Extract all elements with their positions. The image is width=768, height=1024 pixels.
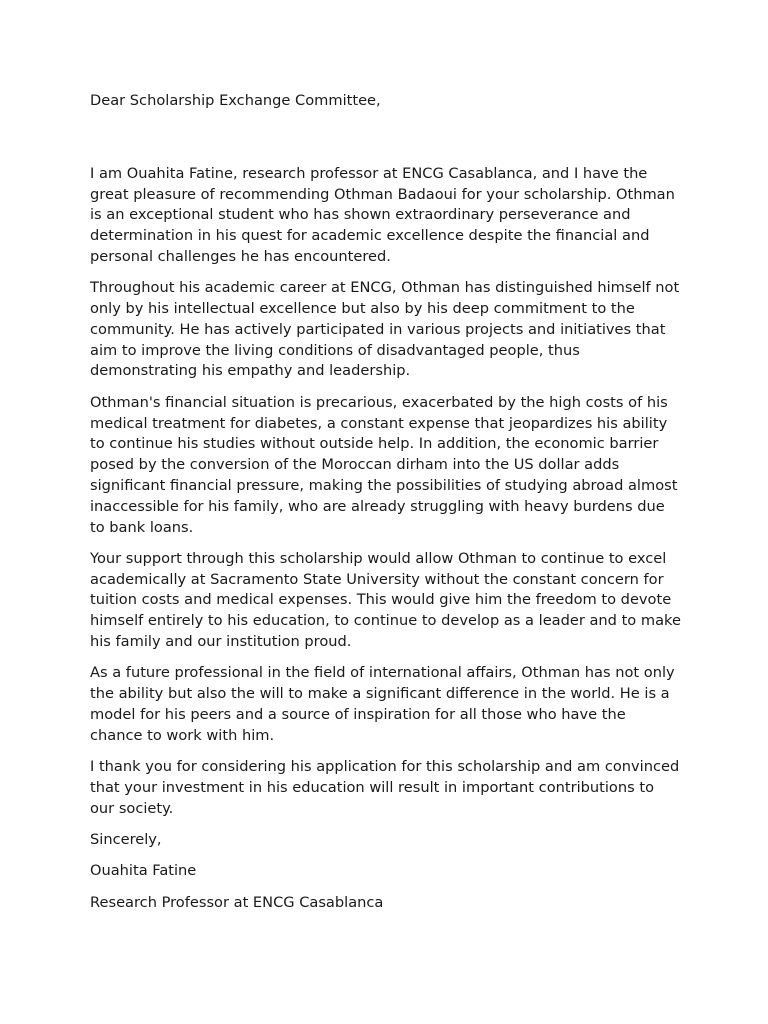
signer-name: Ouahita Fatine [90, 862, 197, 880]
closing: Sincerely, [90, 830, 162, 848]
paragraph-financial-situation: Othman's financial situation is precarious, exacerbated by the high costs of his medical treatment for diabetes, a constant expense that jeopardizes his ability to continue his studies without outside help. In addition, the economic barrier posed by the conversion of the Moroccan dirham into the US dollar adds significant financial pressure, making the possibilities of studying abroad almost inaccessible for his family, who are already struggling with heavy burdens due to bank loans. [90, 393, 678, 536]
salutation: Dear Scholarship Exchange Committee, [90, 92, 381, 109]
paragraph-introduction: I am Ouahita Fatine, research professor at ENCG Casablanca, and I have the great pleasure of recommending Othman Badaoui for your scholarship. Othman is an exceptional student who has shown extraordinary perseverance and determination in his quest for academic excellence despite the financial and personal challenges he has encountered. [90, 164, 675, 265]
paragraph-future-professional: As a future professional in the field of international affairs, Othman has not only the ability but also the will to make a significant difference in the world. He is a model for his peers and a source of inspiration for all those who have the chance to work with him. [90, 664, 675, 744]
paragraph-thanks: I thank you for considering his application for this scholarship and am convinced that your investment in his education will result in important contributions to our society. [90, 758, 680, 817]
letter-body [90, 91, 682, 924]
paragraph-scholarship-support: Your support through this scholarship would allow Othman to continue to excel academically at Sacramento State University without the constant concern for tuition costs and medical expenses. This would give him the freedom to devote himself entirely to his education, to continue to develop as a leader and to make his family and our institution proud. [90, 549, 681, 651]
paragraph-academic-career: Throughout his academic career at ENCG, Othman has distinguished himself not only by his intellectual excellence but also by his deep commitment to the community. He has actively participated in various projects and initiatives that aim to improve the living conditions of disadvantaged people, thus demonstrating his empathy and leadership. [90, 279, 680, 380]
signer-title: Research Professor at ENCG Casablanca [90, 893, 384, 911]
